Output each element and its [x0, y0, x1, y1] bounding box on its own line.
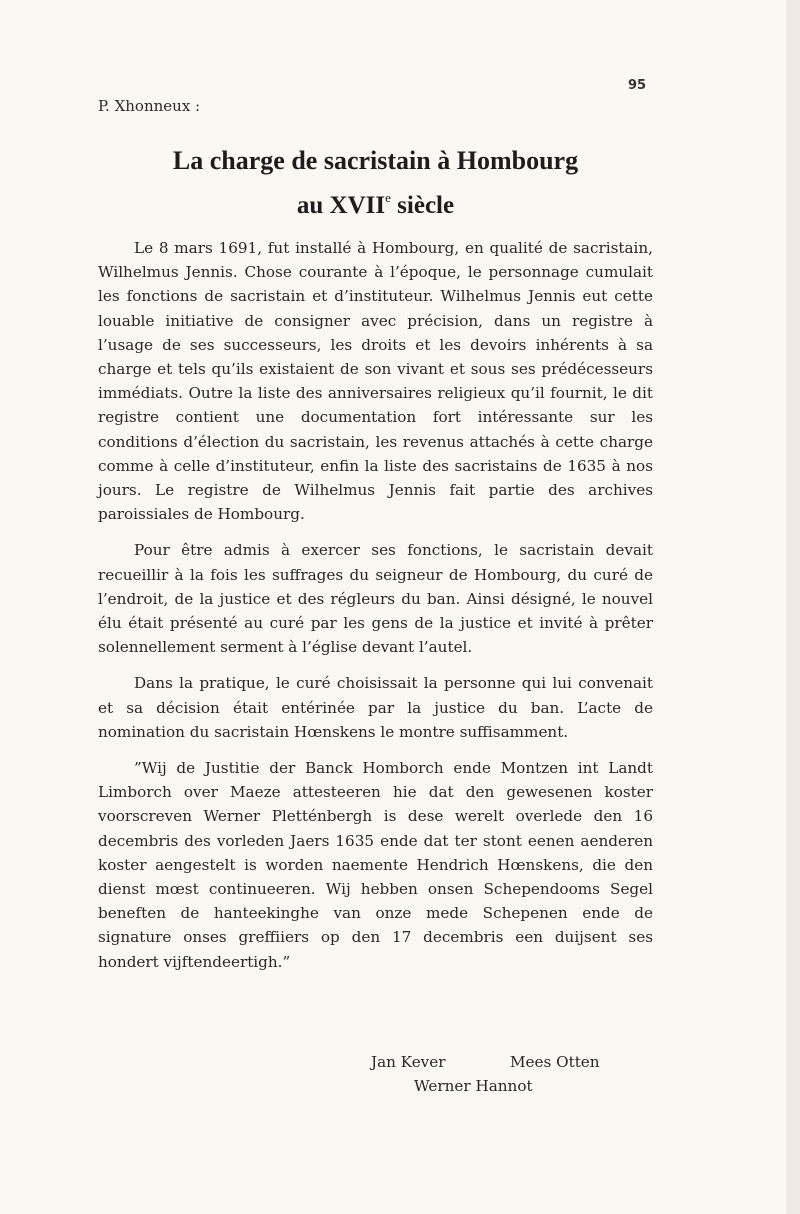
author-line: P. Xhonneux :: [98, 97, 201, 115]
signature-row-1: [98, 1050, 653, 1074]
page-edge: [786, 0, 800, 1214]
paragraph-1: Le 8 mars 1691, fut installé à Hombourg, en qualité de sacristain, Wilhelmus Jennis. Chose courante à l’époque, le personnage cumulait les fonctions de sacristain et d’instituteur. Wilhelmus Jennis eut cette louable initiative de consigner avec précision, dans un registre à l’usage de ses successeurs, les droits et les devoirs inhérents à sa charge et tels qu’ils existaient de son vivant et sous ses prédécesseurs immédiats. Outre la liste des anniversaires religieux qu’il fournit, le dit registre contient une documentation fort intéressante sur les conditions d’élection du sacristain, les revenus attachés à cette charge comme à celle d’instituteur, enfin la liste des sacristains de 1635 à nos jours. Le registre de Wilhelmus Jennis fait partie des archives paroissiales de Hombourg.: [98, 239, 653, 524]
article-title: La charge de sacristain à Hombourg: [172, 146, 579, 175]
page-number: 95: [628, 78, 647, 93]
paragraph-3: Dans la pratique, le curé choisissait la personne qui lui convenait et sa décision était entérinée par la justice du ban. L’acte de nomination du sacristain Hœnskens le montre suffisamment.: [98, 674, 653, 741]
quoted-deed: ”Wij de Justitie der Banck Homborch ende Montzen int Landt Limborch over Maeze attesteeren hie dat den gewesenen koster voorscreven Werner Pletténbergh is dese werelt overlede den 16 decembris des vorleden Jaers 1635 ende dat ter stont eenen aenderen koster aengestelt is worden naemente Hendrich Hœnskens, die den dienst mœst continueeren. Wij hebben onsen Schependooms Segel beneften de hanteekinghe van onze mede Schepenen ende de signature onses greffiiers op den 17 decembris een duijsent ses hondert vijftendeertigh.”: [98, 759, 653, 971]
subtitle-superscript: e: [385, 190, 391, 205]
signature-block: [98, 1050, 653, 1098]
article-body: [98, 236, 653, 974]
signature-werner-hannot: Werner Hannot: [414, 1077, 533, 1095]
subtitle-main: au XVII: [296, 192, 386, 219]
signature-jan-kever: Jan Kever: [371, 1053, 446, 1071]
signature-row-2: [98, 1074, 653, 1098]
article-subtitle: [98, 190, 653, 220]
subtitle-end: siècle: [390, 192, 455, 219]
signature-mees-otten: Mees Otten: [510, 1053, 600, 1071]
paragraph-2: Pour être admis à exercer ses fonctions, le sacristain devait recueillir à la fois les suffrages du seigneur de Hombourg, du curé de l’endroit, de la justice et des régleurs du ban. Ainsi désigné, le nouvel élu était présenté au curé par les gens de la justice et invité à prêter solennellement serment à l’église devant l’autel.: [98, 541, 653, 657]
